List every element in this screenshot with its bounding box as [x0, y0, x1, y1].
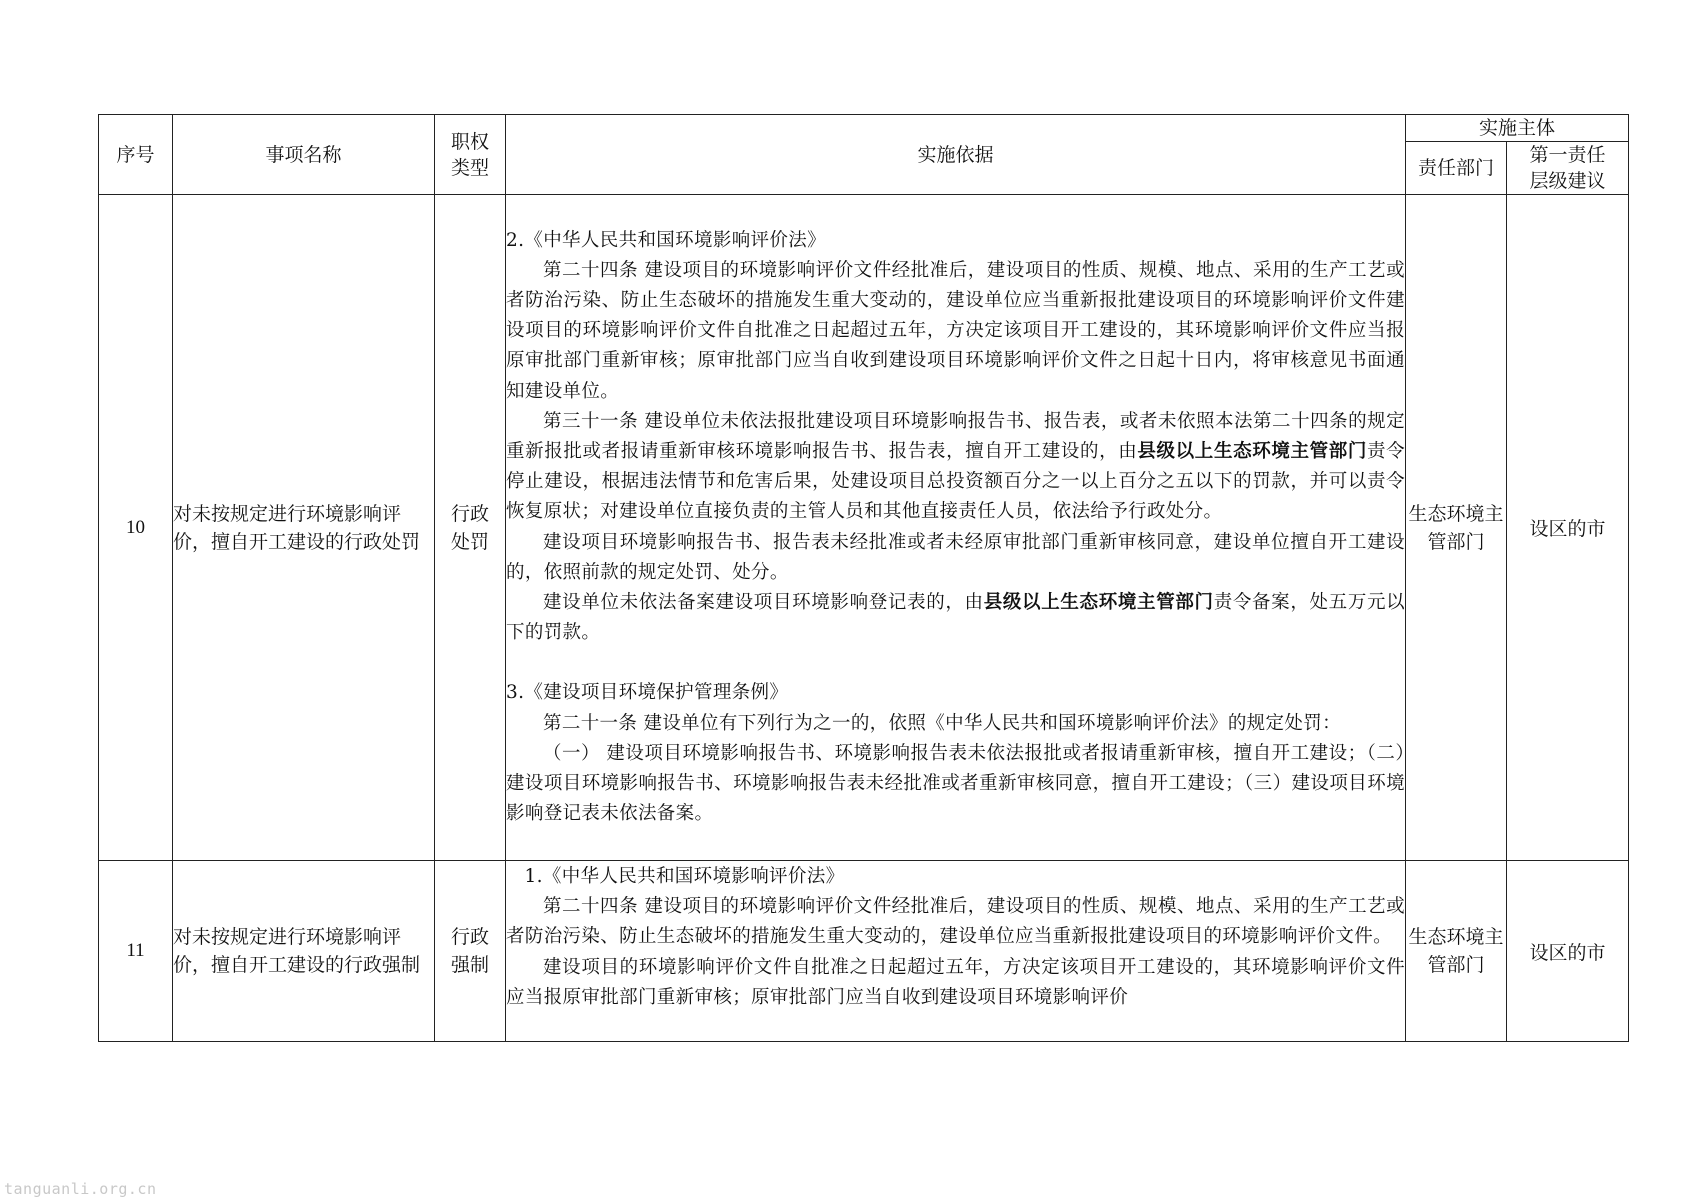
basis-text: 责令停止建设，根据违法情节和危害后果，处建设项目总投资额百分之一以上百分之五以下的罚款，并可以责令恢复原状；对建设单位直接负责的主管人员和其他直接责任人员，依法给予行政处分。 [506, 440, 1405, 523]
authority-table [98, 114, 1629, 1042]
header-dept: 责任部门 [1406, 142, 1507, 195]
basis-law-title: 3.《建设项目环境保护管理条例》 [506, 682, 789, 704]
row-dept: 生态环境主管部门 [1406, 195, 1507, 861]
table-row [99, 195, 1629, 861]
basis-article [506, 407, 1405, 528]
row-name: 对未按规定进行环境影响评价，擅自开工建设的行政处罚 [173, 195, 435, 861]
row-level: 设区的市 [1507, 861, 1629, 1042]
row-type [435, 195, 506, 861]
row-dept: 生态环境主管部门 [1406, 861, 1507, 1042]
basis-article: 建设项目的环境影响评价文件自批准之日起超过五年，方决定该项目开工建设的，其环境影响评价文件应当报原审批部门重新审核；原审批部门应当自收到建设项目环境影响评价 [506, 956, 1405, 1008]
basis-article [506, 588, 1405, 648]
basis-law-title: 1.《中华人民共和国环境影响评价法》 [524, 866, 845, 887]
header-subject: 实施主体 [1406, 115, 1629, 142]
row-type-text: 行政处罚 [450, 502, 489, 553]
row-basis [506, 195, 1406, 861]
basis-article: 建设项目环境影响报告书、报告表未经批准或者未经原审批部门重新审核同意，建设单位擅自开工建设的，依照前款的规定处罚、处分。 [506, 531, 1405, 583]
row-seq: 10 [99, 195, 173, 861]
basis-article: 第二十四条 建设项目的环境影响评价文件经批准后，建设项目的性质、规模、地点、采用的生产工艺或者防治污染、防止生态破坏的措施发生重大变动的，建设单位应当重新报批建设项目的环境影响评价文件。 [506, 896, 1405, 948]
row-name: 对未按规定进行环境影响评价，擅自开工建设的行政强制 [173, 861, 435, 1042]
basis-text: 建设单位未依法备案建设项目环境影响登记表的，由 [543, 592, 984, 613]
header-seq: 序号 [99, 115, 173, 195]
header-type [435, 115, 506, 195]
basis-text: 责令备案，处五万元以下的罚款。 [506, 592, 1405, 644]
row-basis [506, 861, 1406, 1042]
basis-article: 第二十一条 建设单位有下列行为之一的，依照《中华人民共和国环境影响评价法》的规定处罚： [543, 712, 1341, 734]
blank-line [506, 648, 1405, 678]
basis-emphasis: 县级以上生态环境主管部门 [983, 592, 1214, 613]
header-type-text: 职权类型 [450, 130, 489, 179]
row-level: 设区的市 [1507, 195, 1629, 861]
row-type [435, 861, 506, 1042]
basis-clip [506, 862, 1405, 1040]
basis-law-title: 2.《中华人民共和国环境影响评价法》 [506, 229, 826, 251]
row-seq: 11 [99, 861, 173, 1042]
basis-article: （一） 建设项目环境影响报告书、环境影响报告表未依法报批或者报请重新审核，擅自开工建设；（二）建设项目环境影响报告书、环境影响报告表未经批准或者重新审核同意，擅自开工建设；（三）建设项目环境影响登记表未依法备案。 [506, 742, 1405, 825]
watermark-text: tanguanli.org.cn [4, 1180, 157, 1198]
table-row [99, 861, 1629, 1042]
basis-article: 第二十四条 建设项目的环境影响评价文件经批准后，建设项目的性质、规模、地点、采用的生产工艺或者防治污染、防止生态破坏的措施发生重大变动的，建设单位应当重新报批建设项目的环境影响评价文件建设项目的环境影响评价文件自批准之日起超过五年，方决定该项目开工建设的，其环境影响评价文件应当报原审批部门重新审核；原审批部门应当自收到建设项目环境影响评价文件之日起十日内，将审核意见书面通知建设单位。 [506, 259, 1405, 402]
header-level [1507, 142, 1629, 195]
basis-emphasis: 县级以上生态环境主管部门 [1137, 440, 1368, 462]
row-type-text: 行政强制 [450, 926, 489, 976]
header-basis: 实施依据 [506, 115, 1406, 195]
basis-text: 第三十一条 建设单位未依法报批建设项目环境影响报告书、报告表，或者未依照本法第二十四条的规定重新报批或者报请重新审核环境影响报告书、报告表，擅自开工建设的，由 [506, 410, 1405, 462]
header-level-text: 第一责任层级建议 [1529, 144, 1606, 192]
header-name: 事项名称 [173, 115, 435, 195]
